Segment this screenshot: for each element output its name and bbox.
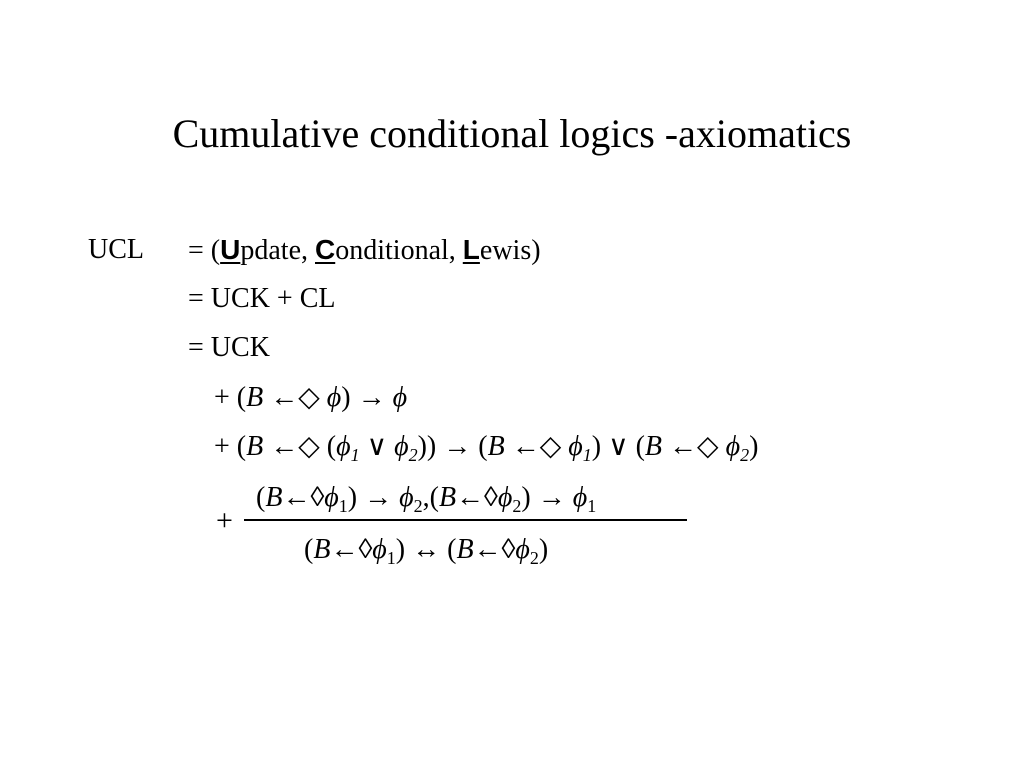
rule-premises: $(B\leftarrow◊\phi_1)$ → $\phi_2,(B\leftarrow◊\phi_2) \to \phi_1$ xyxy=(256,482,597,516)
axiom-2: + (B ←◇ ($\phi_1$ ∨ $\phi_2)) \to (B$ ←◇ $\phi_1$) ∨ (B ←◇ $\phi_2$) xyxy=(214,431,759,465)
update-rest: pdate, xyxy=(240,235,315,266)
rule-conclusion: $(B\leftarrow◊\phi_1)$ ↔ $(B\leftarrow◊\phi_2)$ xyxy=(304,534,549,568)
definition-line-1 xyxy=(188,232,541,269)
rule-plus: + xyxy=(216,504,233,537)
axiom-1: + (B ←◇ ϕ) → ϕ xyxy=(214,382,408,413)
conditional-initial: C xyxy=(315,234,336,265)
conditional-rest: onditional, xyxy=(335,235,463,266)
lewis-initial: L xyxy=(462,234,480,265)
fraction-bar xyxy=(244,519,687,521)
lewis-rest: ewis) xyxy=(479,235,541,266)
definition-label: UCL xyxy=(88,234,144,265)
slide-title: Cumulative conditional logics -axiomatics xyxy=(172,111,852,156)
definition-line-2: = UCK + CL xyxy=(188,283,336,314)
update-initial: U xyxy=(220,234,241,265)
definition-line-3: = UCK xyxy=(188,332,270,363)
line1-prefix: = ( xyxy=(188,235,221,266)
